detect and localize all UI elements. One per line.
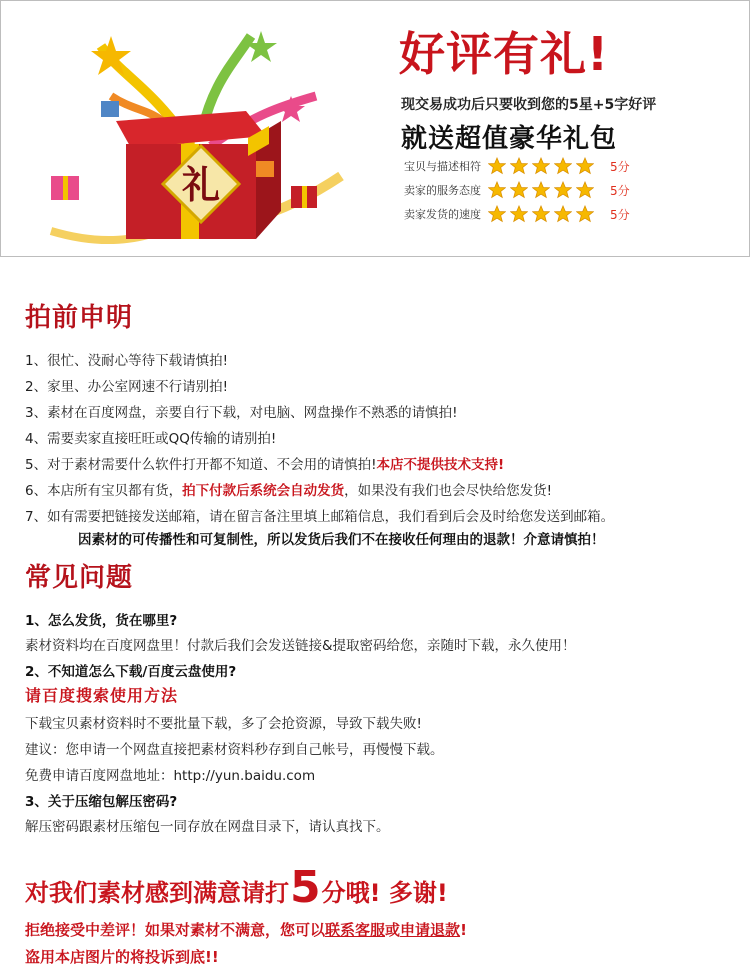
banner-subtitle: 现交易成功后只要收到您的5星+5字好评 [401,97,657,113]
faq-answer: 下载宝贝素材资料时不要批量下载，多了会抢资源，导致下载失败! [25,716,422,732]
banner-title: 好评有礼! [399,27,609,81]
faq-question: 3、关于压缩包解压密码? [25,794,178,810]
star-icon [532,181,550,199]
notice-item: 4、需要卖家直接旺旺或QQ传输的请别拍! [25,431,277,447]
notice-item [25,453,504,473]
notice-item [25,479,552,499]
notice-highlight: 本店不提供技术支持! [376,457,505,473]
star-icon [510,181,528,199]
five-number: 5 [290,862,321,913]
complaint-text: ! [460,921,467,939]
star-icon [554,205,572,223]
banner-headline: 就送超值豪华礼包 [401,124,618,154]
rating-row [404,157,630,175]
faq-answer: 解压密码跟素材压缩包一同存放在网盘目录下，请认真找下。 [25,819,390,835]
star-icon [576,181,594,199]
five-star-request [25,862,448,913]
notice-item: 3、素材在百度网盘，亲要自行下载，对电脑、网盘操作不熟悉的请慎拍! [25,405,458,421]
notice-highlight: 拍下付款后系统会自动发货 [182,483,345,499]
star-icon [532,157,550,175]
notice-item: 1、很忙、没耐心等待下载请慎拍! [25,353,229,369]
star-icon [510,157,528,175]
star-icon [488,157,506,175]
rating-score: 5分 [610,207,630,222]
star-icon [488,181,506,199]
thanks-text: 对我们素材感到满意请打 [25,878,289,907]
promo-banner [0,0,750,257]
notice-title: 拍前申明 [25,303,134,333]
notice-item: 7、如有需要把链接发送邮箱，请在留言备注里填上邮箱信息，我们看到后会及时给您发送到邮箱。 [25,509,615,525]
search-howto-heading: 请百度搜索使用方法 [25,686,179,705]
star-icon [576,157,594,175]
star-icon [554,157,572,175]
complaint-text: 拒绝接受中差评！如果对素材不满意，您可以 [25,921,326,939]
rating-score: 5分 [610,183,630,198]
star-rating [488,157,594,175]
star-rating [488,205,594,223]
faq-answer: 素材资料均在百度网盘里！付款后我们会发送链接&提取密码给您，亲随时下载，永久使用！ [25,638,576,654]
rating-row [404,205,630,223]
refund-warning: 因素材的可传播性和可复制性，所以发货后我们不在接收任何理由的退款！介意请慎拍！ [78,532,605,548]
faq-question: 2、不知道怎么下载/百度云盘使用? [25,664,237,680]
complaint-text: 或 [385,921,401,939]
rating-row [404,181,630,199]
thanks-text: 分哦! 多谢! [321,878,448,907]
gift-box-illustration [41,26,351,251]
star-rating [488,181,594,199]
faq-question: 1、怎么发货，货在哪里? [25,613,178,629]
complaint-line [25,919,467,940]
gift-char: 礼 [181,162,221,207]
notice-item: 2、家里、办公室网速不行请别拍! [25,379,229,395]
notice-text: 5、对于素材需要什么软件打开都不知道、不会用的请慎拍! [25,457,377,473]
star-icon [576,205,594,223]
faq-answer: 建议：您申请一个网盘直接把素材资料秒存到自己帐号，再慢慢下载。 [25,742,444,758]
notice-text: ，如果没有我们也会尽快给您发货! [344,483,553,499]
star-icon [510,205,528,223]
rating-label: 卖家发货的速度 [404,208,481,221]
copyright-warning: 盗用本店图片的将投诉到底!! [25,948,219,966]
faq-answer: 免费申请百度网盘地址：http://yun.baidu.com [25,768,316,784]
faq-title: 常见问题 [25,563,134,593]
refund-request-link[interactable]: 申请退款 [400,921,461,939]
rating-score: 5分 [610,159,630,174]
rating-label: 卖家的服务态度 [404,184,481,197]
star-icon [488,205,506,223]
star-icon [554,181,572,199]
star-icon [532,205,550,223]
rating-label: 宝贝与描述相符 [404,160,481,173]
contact-service-link[interactable]: 联系客服 [325,921,386,939]
notice-text: 6、本店所有宝贝都有货， [25,483,183,499]
